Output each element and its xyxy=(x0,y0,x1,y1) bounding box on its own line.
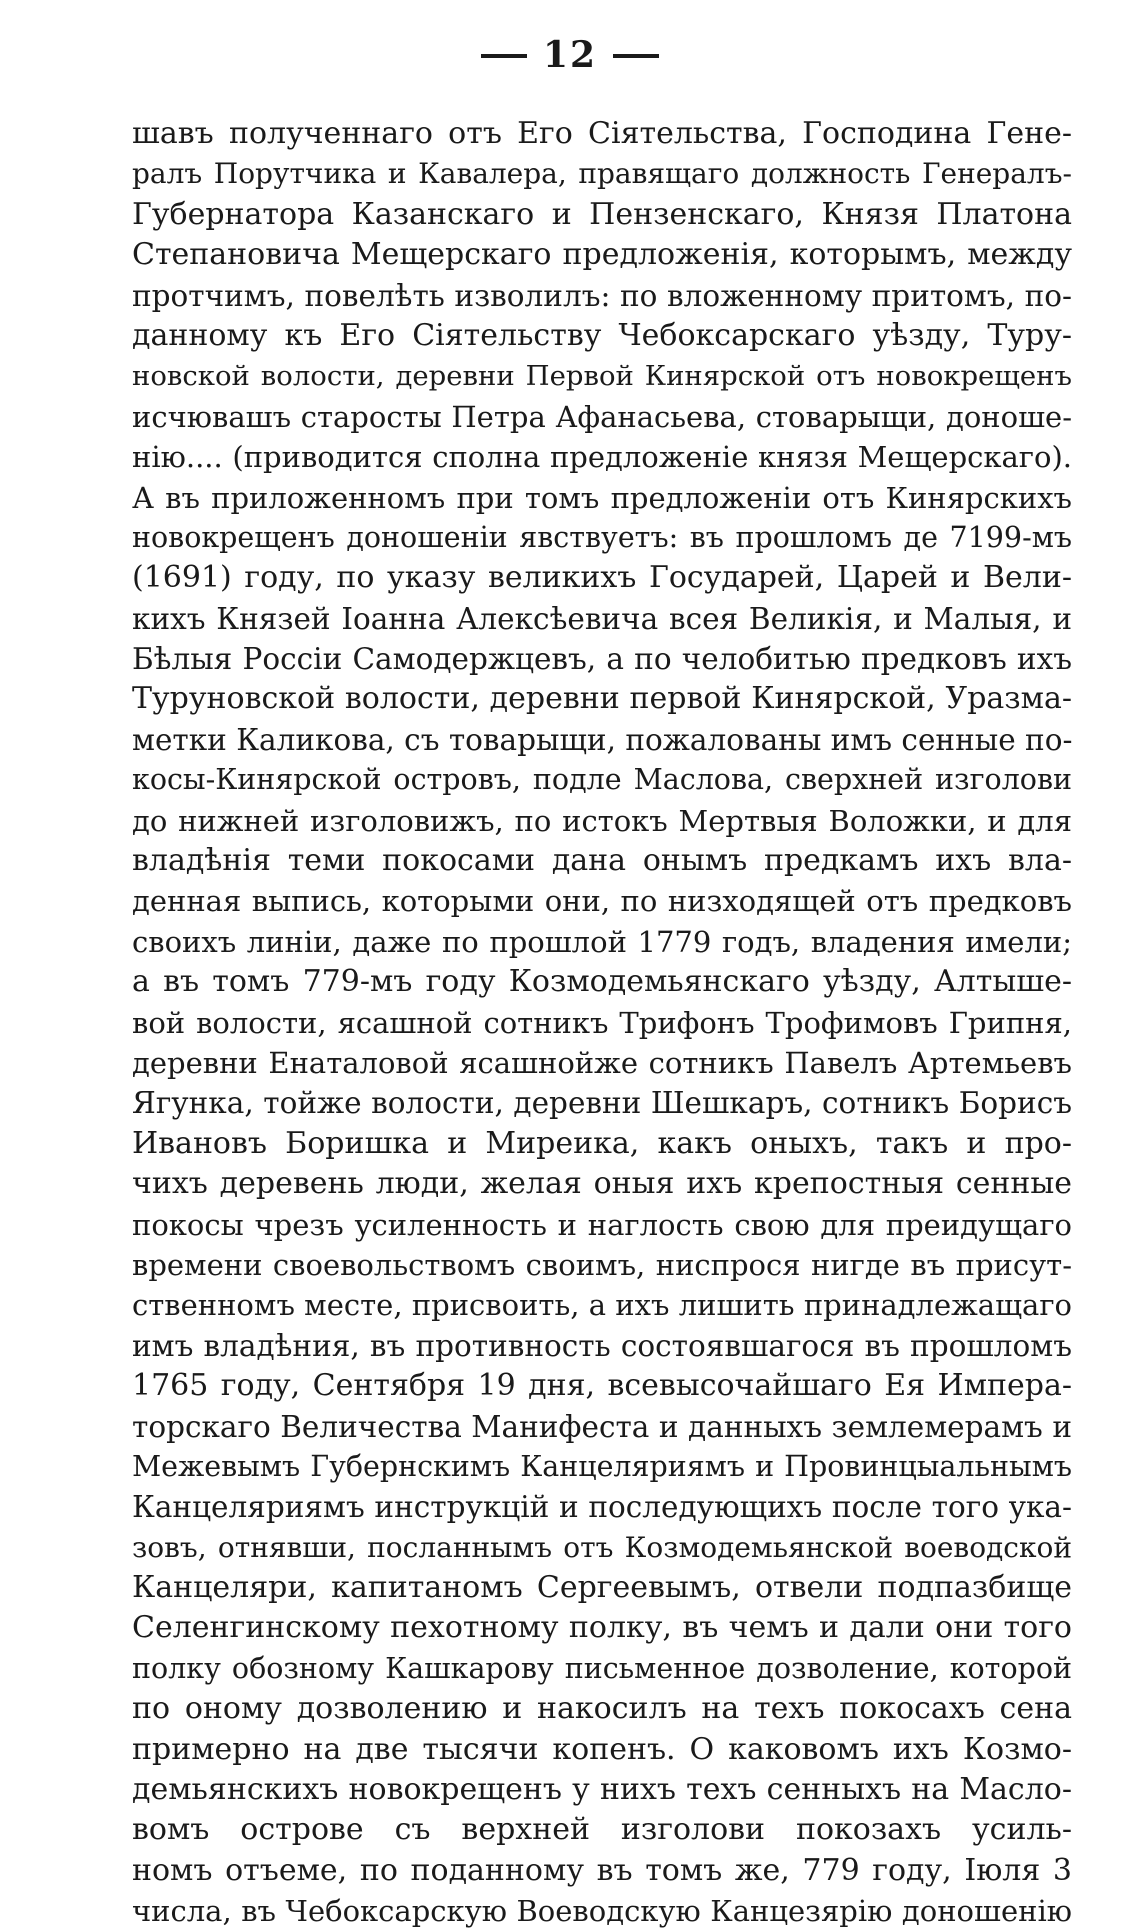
text-line: деревни Енаталовой ясашнойже сотникъ Павелъ Артемьевъ xyxy=(132,1045,1072,1080)
text-line: ственномъ месте, присвоить, а ихъ лишить принадлежащаго xyxy=(132,1288,1072,1323)
text-line: полку обозному Кашкарову письменное дозволение, которой xyxy=(132,1651,1072,1685)
text-line: торскаго Величества Манифеста и данныхъ землемерамъ и xyxy=(132,1409,1072,1444)
text-line: покосы чрезъ усиленность и наглость свою для преидущаго xyxy=(132,1207,1072,1242)
text-line: Межевымъ Губернскимъ Канцеляриямъ и Провинцыальнымъ xyxy=(132,1449,1072,1483)
text-line: кихъ Князей Іоанна Алексѣевича всея Великія, и Малыя, и xyxy=(132,601,1072,636)
text-line: новской волости, деревни Первой Кинярской отъ новокрещенъ xyxy=(132,360,1072,393)
text-line: зовъ, отнявши, посланнымъ отъ Козмодемьянской воеводской xyxy=(132,1530,1072,1564)
text-line: протчимъ, повелѣть изволилъ: по вложенному притомъ, по- xyxy=(132,278,1072,313)
text-line: Канцеляри, капитаномъ Сергеевымъ, отвели подпазбище xyxy=(132,1570,1072,1606)
text-line: примерно на две тысячи копенъ. О каковомъ ихъ Козмо- xyxy=(132,1731,1072,1767)
page-number: 12 xyxy=(542,34,598,76)
text-line: А въ приложенномъ при томъ предложеніи отъ Кинярскихъ xyxy=(132,480,1072,515)
text-line: чихъ деревень люди, желая оныя ихъ крепостныя сенные xyxy=(132,1166,1072,1202)
header-dash-left xyxy=(481,54,527,58)
text-line: Степановича Мещерскаго предложенія, которымъ, между xyxy=(132,237,1072,273)
text-line: метки Каликова, съ товарыщи, пожалованы имъ сенные по- xyxy=(132,722,1072,757)
text-line: демьянскихъ новокрещенъ у нихъ техъ сенныхъ на Масло- xyxy=(132,1772,1072,1808)
text-line: ралъ Порутчика и Кавалера, правящаго должность Генералъ- xyxy=(132,157,1072,191)
text-line: вой волости, ясашной сотникъ Трифонъ Трофимовъ Грипня, xyxy=(132,1005,1072,1040)
page-header xyxy=(0,34,1140,76)
text-line: владѣнія теми покосами дана онымъ предкамъ ихъ вла- xyxy=(132,843,1072,879)
text-line: шавъ полученнаго отъ Его Сіятельства, Господина Гене- xyxy=(132,116,1072,151)
text-line: (1691) году, по указу великихъ Государей, Царей и Вели- xyxy=(132,560,1072,596)
text-line: денная выпись, которыми они, по низходящей отъ предковъ xyxy=(132,884,1072,919)
text-line: Ивановъ Боришка и Миреика, какъ оныхъ, такъ и про- xyxy=(132,1125,1072,1161)
text-line: времени своевольствомъ своимъ, ниспрося нигде въ присут- xyxy=(132,1247,1072,1282)
text-line: Ягунка, тойже волости, деревни Шешкаръ, сотникъ Борисъ xyxy=(132,1086,1072,1121)
text-line: Туруновской волости, деревни первой Кинярской, Уразма- xyxy=(132,681,1072,717)
text-line: 1765 году, Сентября 19 дня, всевысочайшаго Ея Импера- xyxy=(132,1368,1072,1404)
text-line: по оному дозволению и накосилъ на техъ покосахъ сена xyxy=(132,1691,1072,1727)
text-line: Канцеляриямъ инструкцій и последующихъ после того ука- xyxy=(132,1490,1072,1525)
text-line: Селенгинскому пехотному полку, въ чемъ и дали они того xyxy=(132,1610,1072,1646)
text-line: до нижней изголовижъ, по истокъ Мертвыя Воложки, и для xyxy=(132,803,1072,838)
text-line: Губернатора Казанскаго и Пензенскаго, Князя Платона xyxy=(132,196,1072,232)
text-line: исчювашъ старосты Петра Афанасьева, стоварыщи, доноше- xyxy=(132,399,1072,434)
body-text xyxy=(132,114,1072,1932)
text-line: нію.... (приводится сполна предложеніе князя Мещерскаго). xyxy=(132,440,1072,475)
text-line: своихъ линіи, даже по прошлой 1779 годъ, владения имели; xyxy=(132,924,1072,959)
text-line: вомъ острове съ верхней изголови покозахъ усиль- xyxy=(132,1812,1072,1848)
text-line: косы-Кинярской островъ, подле Маслова, сверхней изголови xyxy=(132,763,1072,797)
text-line: новокрещенъ доношеніи явствуетъ: въ прошломъ де 7199-мъ xyxy=(132,520,1072,554)
text-line: данному къ Его Сіятельству Чебоксарскаго уѣзду, Туру- xyxy=(132,317,1072,353)
text-line: числа, въ Чебоксарскую Воеводскую Канцезярію доношенію xyxy=(132,1894,1072,1929)
header-dash-right xyxy=(613,54,659,58)
text-line: имъ владѣния, въ противность состоявшагося въ прошломъ xyxy=(132,1328,1072,1363)
text-line: а въ томъ 779-мъ году Козмодемьянскаго уѣзду, Алтыше- xyxy=(132,964,1072,1000)
text-line: Бѣлыя Россіи Самодержцевъ, а по челобитью предковъ ихъ xyxy=(132,642,1072,677)
text-line: номъ отъеме, по поданному въ томъ же, 779 году, Іюля 3 xyxy=(132,1852,1072,1888)
